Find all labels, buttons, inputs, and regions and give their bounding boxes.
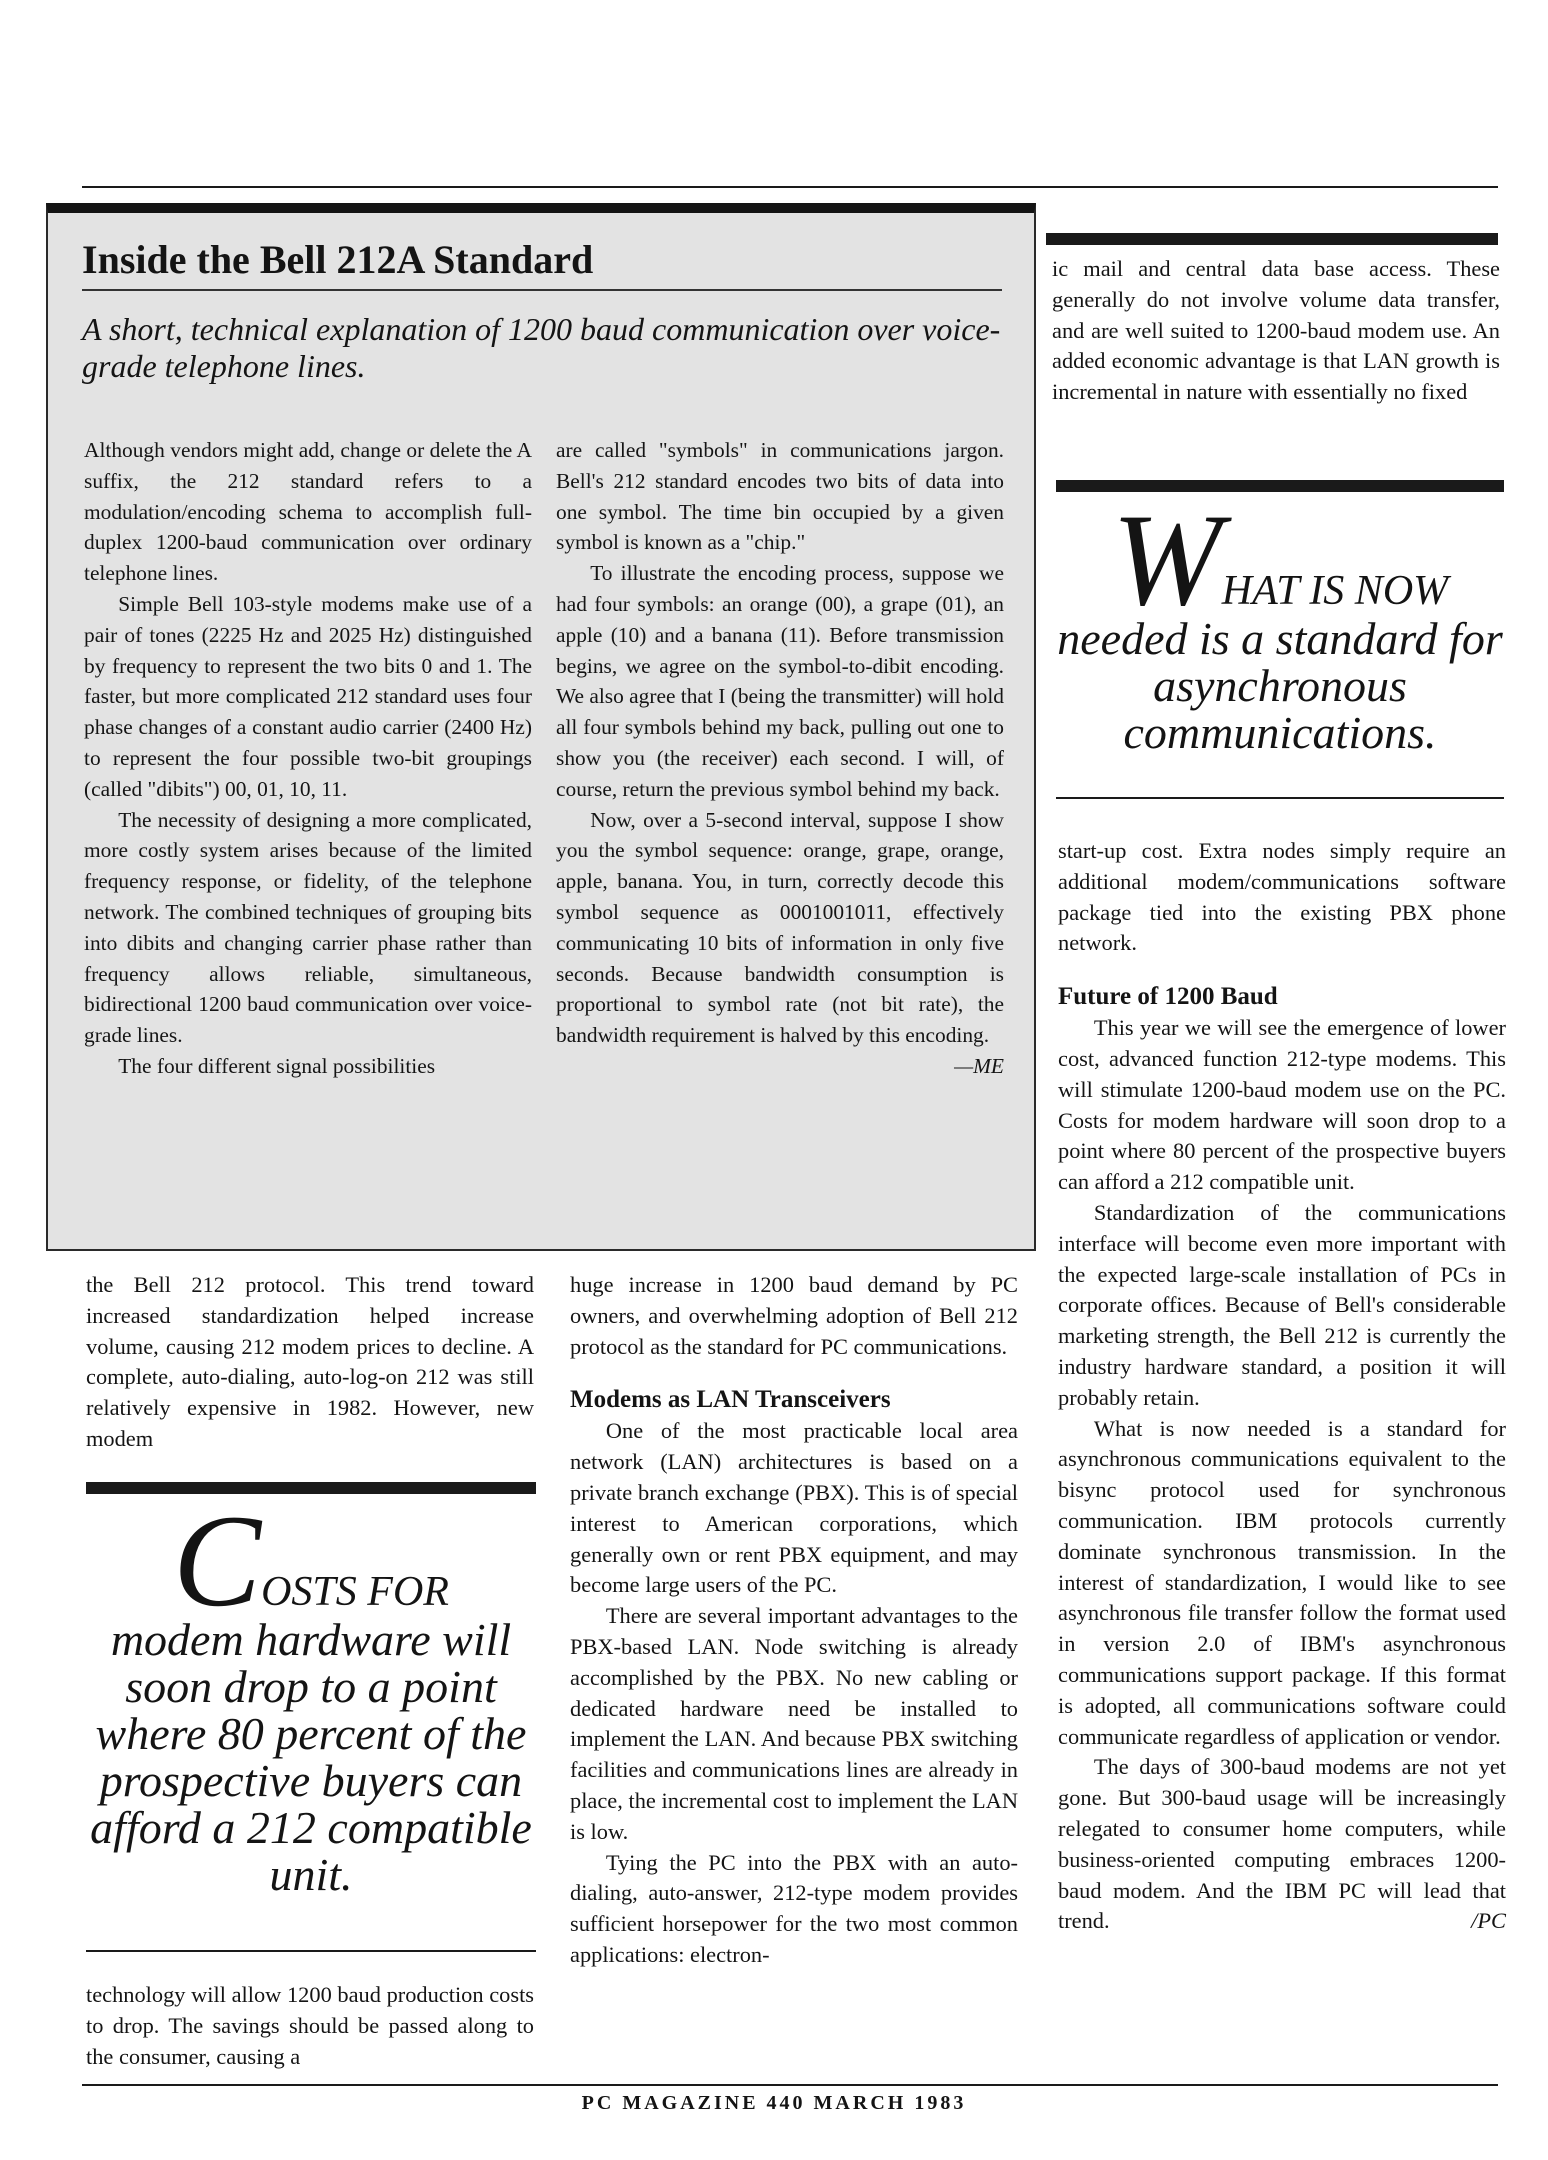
body-paragraph: One of the most practicable local area network (LAN) architectures is based on a private branch exchange (PBX). This is of special interest to American corporations, which generally own or rent PBX equipment, and may become large users of the PC.	[570, 1418, 1018, 1598]
sidebar-column-2	[556, 435, 1004, 1082]
body-paragraph: What is now needed is a standard for asynchronous communications equivalent to the bisync protocol used for synchronous communication. IBM protocols currently dominate synchronous transmission. In the interest of standardization, I would like to see asynchronous file transfer follow the format used in version 2.0 of IBM's asynchronous communications support package. If this format is adopted, all communications software could communicate regardless of application or vendor.	[1058, 1415, 1506, 1749]
sidebar-paragraph	[556, 805, 1004, 1078]
sidebar-title-rule	[82, 289, 1002, 291]
body-paragraph: Tying the PC into the PBX with an auto-dialing, auto-answer, 212-type modem provides sufficient horsepower for the two most common applications: electron-	[570, 1849, 1018, 1967]
sidebar-paragraph: To illustrate the encoding process, suppose we had four symbols: an orange (00), a grape (01), an apple (10) and a banana (11). Before transmission begins, we agree on the symbol-to-dibit encoding. We also agree that I (being the transmitter) will hold all four symbols behind my back, pulling out one to show you (the receiver) each second. I will, of course, return the previous symbol behind my back.	[556, 561, 1004, 801]
section-heading-lan: Modems as LAN Transceivers	[570, 1386, 891, 1414]
pullquote-lead	[86, 1487, 536, 1634]
pullquote-lead	[1056, 486, 1504, 633]
left-column-top	[86, 1270, 534, 1455]
sidebar-subtitle: A short, technical explanation of 1200 baud communication over voice-grade telephone lines.	[82, 311, 1001, 384]
page-bottom-rule	[82, 2084, 1498, 2086]
page-folio: PC MAGAZINE 440 MARCH 1983	[581, 2092, 967, 2114]
body-paragraph: ic mail and central data base access. These generally do not involve volume data transfer, and are well suited to 1200-baud modem use. An added economic advantage is that LAN growth is incremental in nature with essentially no fixed	[1052, 256, 1500, 405]
middle-column	[570, 1270, 1018, 1971]
body-paragraph: This year we will see the emergence of lower cost, advanced function 212-type modems. This will stimulate 1200-baud modem use on the PC. Costs for modem hardware will soon drop to a point where 80 percent of the prospective buyers can afford a 212 compatible unit.	[1058, 1015, 1506, 1195]
pullquote-costs	[86, 1487, 536, 1900]
left-column-bottom	[86, 1980, 534, 2072]
sidebar-title: Inside the Bell 212A Standard	[82, 237, 594, 282]
body-paragraph: Standardization of the communications interface will become even more important with the expected large-scale installation of PCs in corporate offices. Because of Bell's considerable marketing strength, the Bell 212 is currently the industry hardware standard, a position it will probably retain.	[1058, 1199, 1506, 1410]
body-paragraph: technology will allow 1200 baud production costs to drop. The savings should be passed along to the consumer, causing a	[86, 1982, 534, 2069]
article-end-mark: /PC	[1471, 1908, 1506, 1934]
sidebar-column-1	[84, 435, 532, 1082]
sidebar-signature: —ME	[954, 1053, 1004, 1078]
page-top-rule	[82, 186, 1498, 188]
body-paragraph-text: The days of 300-baud modems are not yet gone. But 300-baud usage will be increasingly relegated to consumer home computers, while business-oriented computing embraces 1200-baud modem. And the IBM PC will lead that trend.	[1058, 1754, 1506, 1934]
pullquote-top-rule	[86, 1482, 536, 1494]
pullquote-drop-cap: C	[173, 1487, 262, 1634]
right-column-top	[1052, 254, 1500, 408]
sidebar-box	[46, 203, 1036, 1251]
spacer	[570, 1362, 1018, 1384]
pullquote-body: needed is a standard for asynchronous communications.	[1057, 613, 1503, 758]
spacer	[1058, 959, 1506, 981]
sidebar-paragraph: The necessity of designing a more complicated, more costly system arises because of the limited frequency response, or fidelity, of the telephone network. The combined techniques of grouping bits into dibits and changing carrier phase rather than frequency allows reliable, simultaneous, bidirectional 1200 baud communication over voice-grade lines.	[84, 807, 532, 1048]
pullquote-lead-words: OSTS FOR	[261, 1569, 449, 1615]
body-paragraph: the Bell 212 protocol. This trend toward increased standardization helped increase volume, causing 212 modem prices to decline. A complete, auto-dialing, auto-log-on 212 was still relatively expensive in 1982. However, new modem	[86, 1272, 534, 1451]
pullquote-what-bottom-rule	[1056, 797, 1504, 799]
pullquote-bottom-rule	[86, 1950, 536, 1952]
body-paragraph	[1058, 1752, 1506, 1937]
right-column-bottom	[1058, 836, 1506, 1937]
sidebar-paragraph: The four different signal possibilities	[118, 1053, 436, 1078]
sidebar-paragraph: Simple Bell 103-style modems make use of a pair of tones (2225 Hz and 2025 Hz) distinguished by frequency to represent the two bits 0 and 1. The faster, but more complicated 212 standard uses four phase changes of a constant audio carrier (2400 Hz) to represent the four possible two-bit groupings (called "dibits") 00, 01, 10, 11.	[84, 591, 532, 801]
pullquote-drop-cap: W	[1111, 486, 1222, 633]
sidebar-paragraph: Although vendors might add, change or delete the A suffix, the 212 standard refers to a modulation/encoding schema to accomplish full-duplex 1200-baud communication over ordinary telephone lines.	[84, 438, 532, 586]
body-paragraph: huge increase in 1200 baud demand by PC owners, and overwhelming adoption of Bell 212 protocol as the standard for PC communications.	[570, 1272, 1018, 1359]
pullquote-lead-words: HAT IS NOW	[1221, 568, 1449, 614]
body-paragraph: start-up cost. Extra nodes simply require an additional modem/communications software package tied into the existing PBX phone network.	[1058, 838, 1506, 956]
sidebar-paragraph-text: Now, over a 5-second interval, suppose I show you the symbol sequence: orange, grape, orange, apple, banana. You, in turn, correctly decode this symbol sequence as 0001001011, effectively communicating 10 bits of information in only five seconds. Because bandwidth consumption is proportional to symbol rate (not bit rate), the bandwidth requirement is halved by this encoding.	[556, 807, 1004, 1048]
pullquote-body: modem hardware will soon drop to a point where 80 percent of the prospective buyers can afford a 212 compatible unit.	[90, 1614, 532, 1900]
right-column-top-bar	[1046, 233, 1498, 245]
section-heading-future: Future of 1200 Baud	[1058, 983, 1278, 1011]
body-paragraph: There are several important advantages to the PBX-based LAN. Node switching is already accomplished by the PBX. No new cabling or dedicated hardware need be installed to implement the LAN. And because PBX switching facilities and communications lines are already in place, the incremental cost to implement the LAN is low.	[570, 1603, 1018, 1844]
pullquote-what	[1056, 486, 1504, 758]
sidebar-paragraph: are called "symbols" in communications jargon. Bell's 212 standard encodes two bits of data into one symbol. The time bin occupied by a given symbol is known as a "chip."	[556, 438, 1004, 555]
